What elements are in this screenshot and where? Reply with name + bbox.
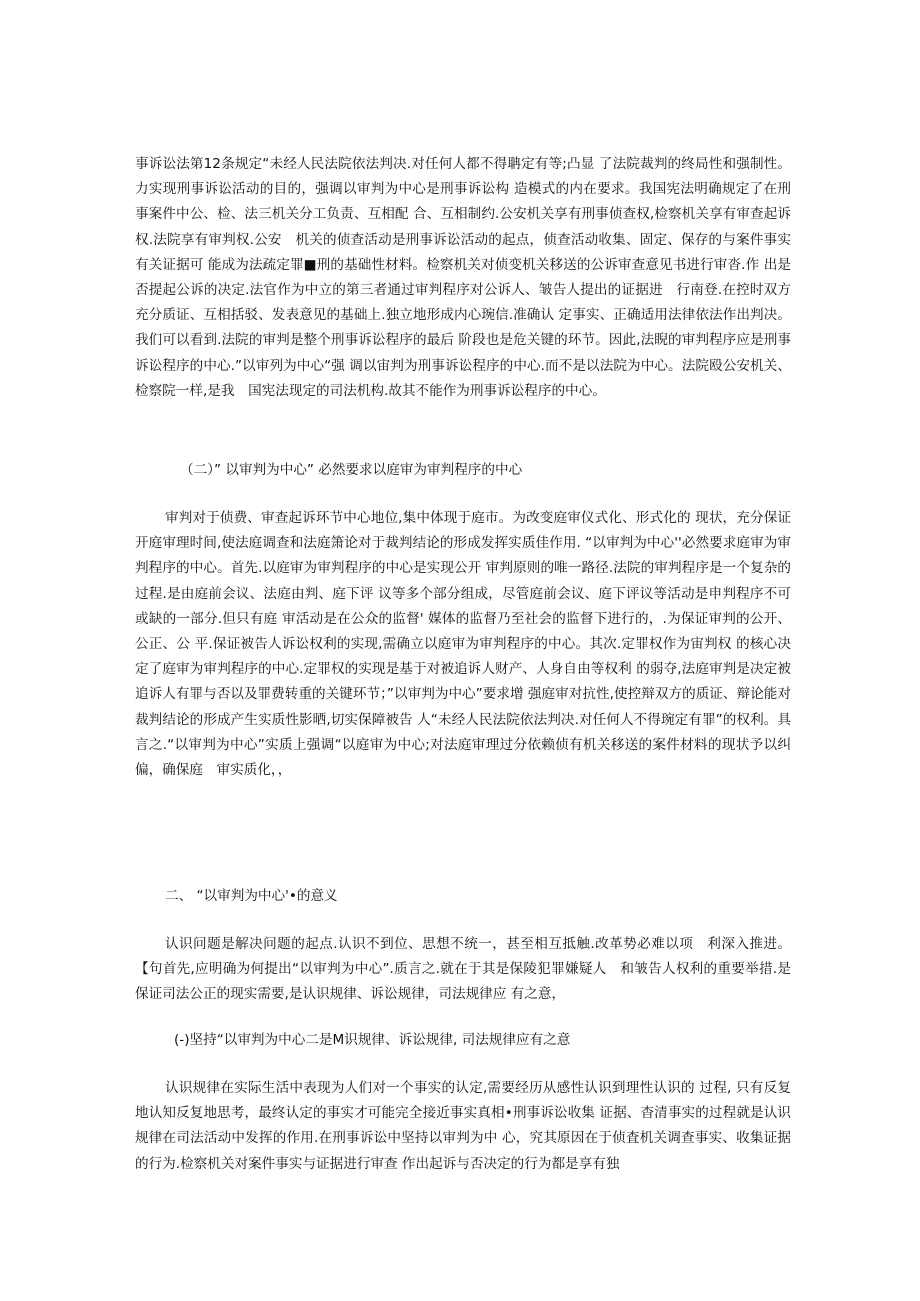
paragraph-4: 认识规律在实际生活中表现为人们对一个事实的认定,需要经历从感性认识到理性认识的 过程, 只有反复地认知反复地思考，最终认定的事实才可能完全接近事实真相•刑事诉讼收集 证据、杳清事实的过程就是认识规律在司法活动中发挥的作用.在刑事诉讼中坚持以审判为中 心，究其原因在于侦査机关调查事实、收集证据的行为.检察机关对案件事实与证据进行审查 作出起诉与否决定的行为都是享有独 bbox=[135, 1080, 791, 1172]
paragraph-3: 认识问题是解决问题的起点.认识不到位、思想不统一，甚至相互抵触.改革势必难以项 利深入推进。【句首先,应明确为何提出“以审判为中心”.质言之.就在于其是保陵犯罪嫌疑人 和皱告人权利的重要举措.是保证司法公正的现实需要,是认识规律、诉讼规律，司法规律应 有之意， bbox=[135, 936, 791, 1003]
paragraph-1: 事诉讼法第12条规定“未经人民法院依法判决.对任何人都不得聃定有等;凸显 了法院裁判的终局性和强制性。力实现刑事诉讼活动的目的，强调以审判为中心是刑事诉讼构 造模式的内在要求。我国宪法明确规定了在刑事案件中公、检、法三机关分工负责、互相配 合、互相制约.公安机关享有刑事侦查权,检察机关享有审查起诉权.法院享有审判权.公安 机关的侦查活动是刑事诉讼活动的起点，侦查活动收集、固定、保存的与案件事实有关证据可 能成为法疏定罪■刑的基础性材料。检察机关对侦变机关移送的公诉审查意见书进行审沓.作 出是否提起公诉的决定.法官作为中立的第三者通过审判程序对公诉人、皱告人提出的证据进 行南登.在控时双方充分质证、互相括驳、发表意见的基础上.独立地形成内心琬信.准确认 定事实、正确适用法律依法作出判决。我们可以看到.法院的审判是整个刑事诉讼程序的最后 阶段也是危关键的环节。因此,法睨的审判程序应是刑事诉讼程序的中心.”以审列为中心“强 调以宙判为刑事诉讼程序的中心.而不是以法院为中心。法院殴公安机关、检察院一样,是我 国宪法现定的司法机构.故其不能作为刑事诉讼程序的中心。 bbox=[135, 156, 791, 399]
section-heading-3: (-)坚持“以审判为中心二是M识规律、诉讼规律, 司法规律应有之意 bbox=[174, 1032, 571, 1048]
section-heading-1: （二）” 以审判为中心” 必然要求以庭审为审判程序的中心 bbox=[180, 462, 523, 478]
section-heading-2: 二、 “以审判为中心'•的意义 bbox=[165, 888, 338, 904]
paragraph-2: 审判对于侦费、审查起诉环节中心地位,集中体现于庭市。为改变庭审仪式化、形式化的 现状，充分保证开庭审理时间,使法庭调查和法庭箫论对于裁判结论的形成发挥实质佳作用. “以审判为中心''必然要求庭审为审判程序的中心。首先.以庭审为审判程序的中心是实现公开 审判原则的唯一路径.法院的审判程序是一个复杂的过程.是由庭前会议、法庭由判、庭下评 议等多个部分组成，尽管庭前会议、庭下评议等活动是申判程序不可或缺的一部分.但只有庭 审活动是在公众的监督' 媒体的监督乃至社会的监督下进行的，.为保证审判的公开、公正、公 平.保证被告人诉讼权利的实现,需确立以庭审为审判程序的中心。其次.定罪权作为宙判权 的核心决定了庭审为审判程序的中心.定罪权的实现是基于对被追诉人财产、人身自由等权利 的弱夺,法庭审判是决定被追诉人有罪与否以及罪费转重的关键环节；”以审判为中心”要求增 强庭审对抗性,使控辩双方的质证、辩论能对裁判结论的形成产生实质性影晒,切实保障被告 人“未经人民法院依法判决.对任何人不得琬定有罪”的权利。具言之.“以审判为中心”实质上强调“以庭审为中心;对法庭审理过分依赖侦有机关移送的案件材料的现状予以纠偏，确保庭 审实质化，， bbox=[135, 510, 791, 779]
